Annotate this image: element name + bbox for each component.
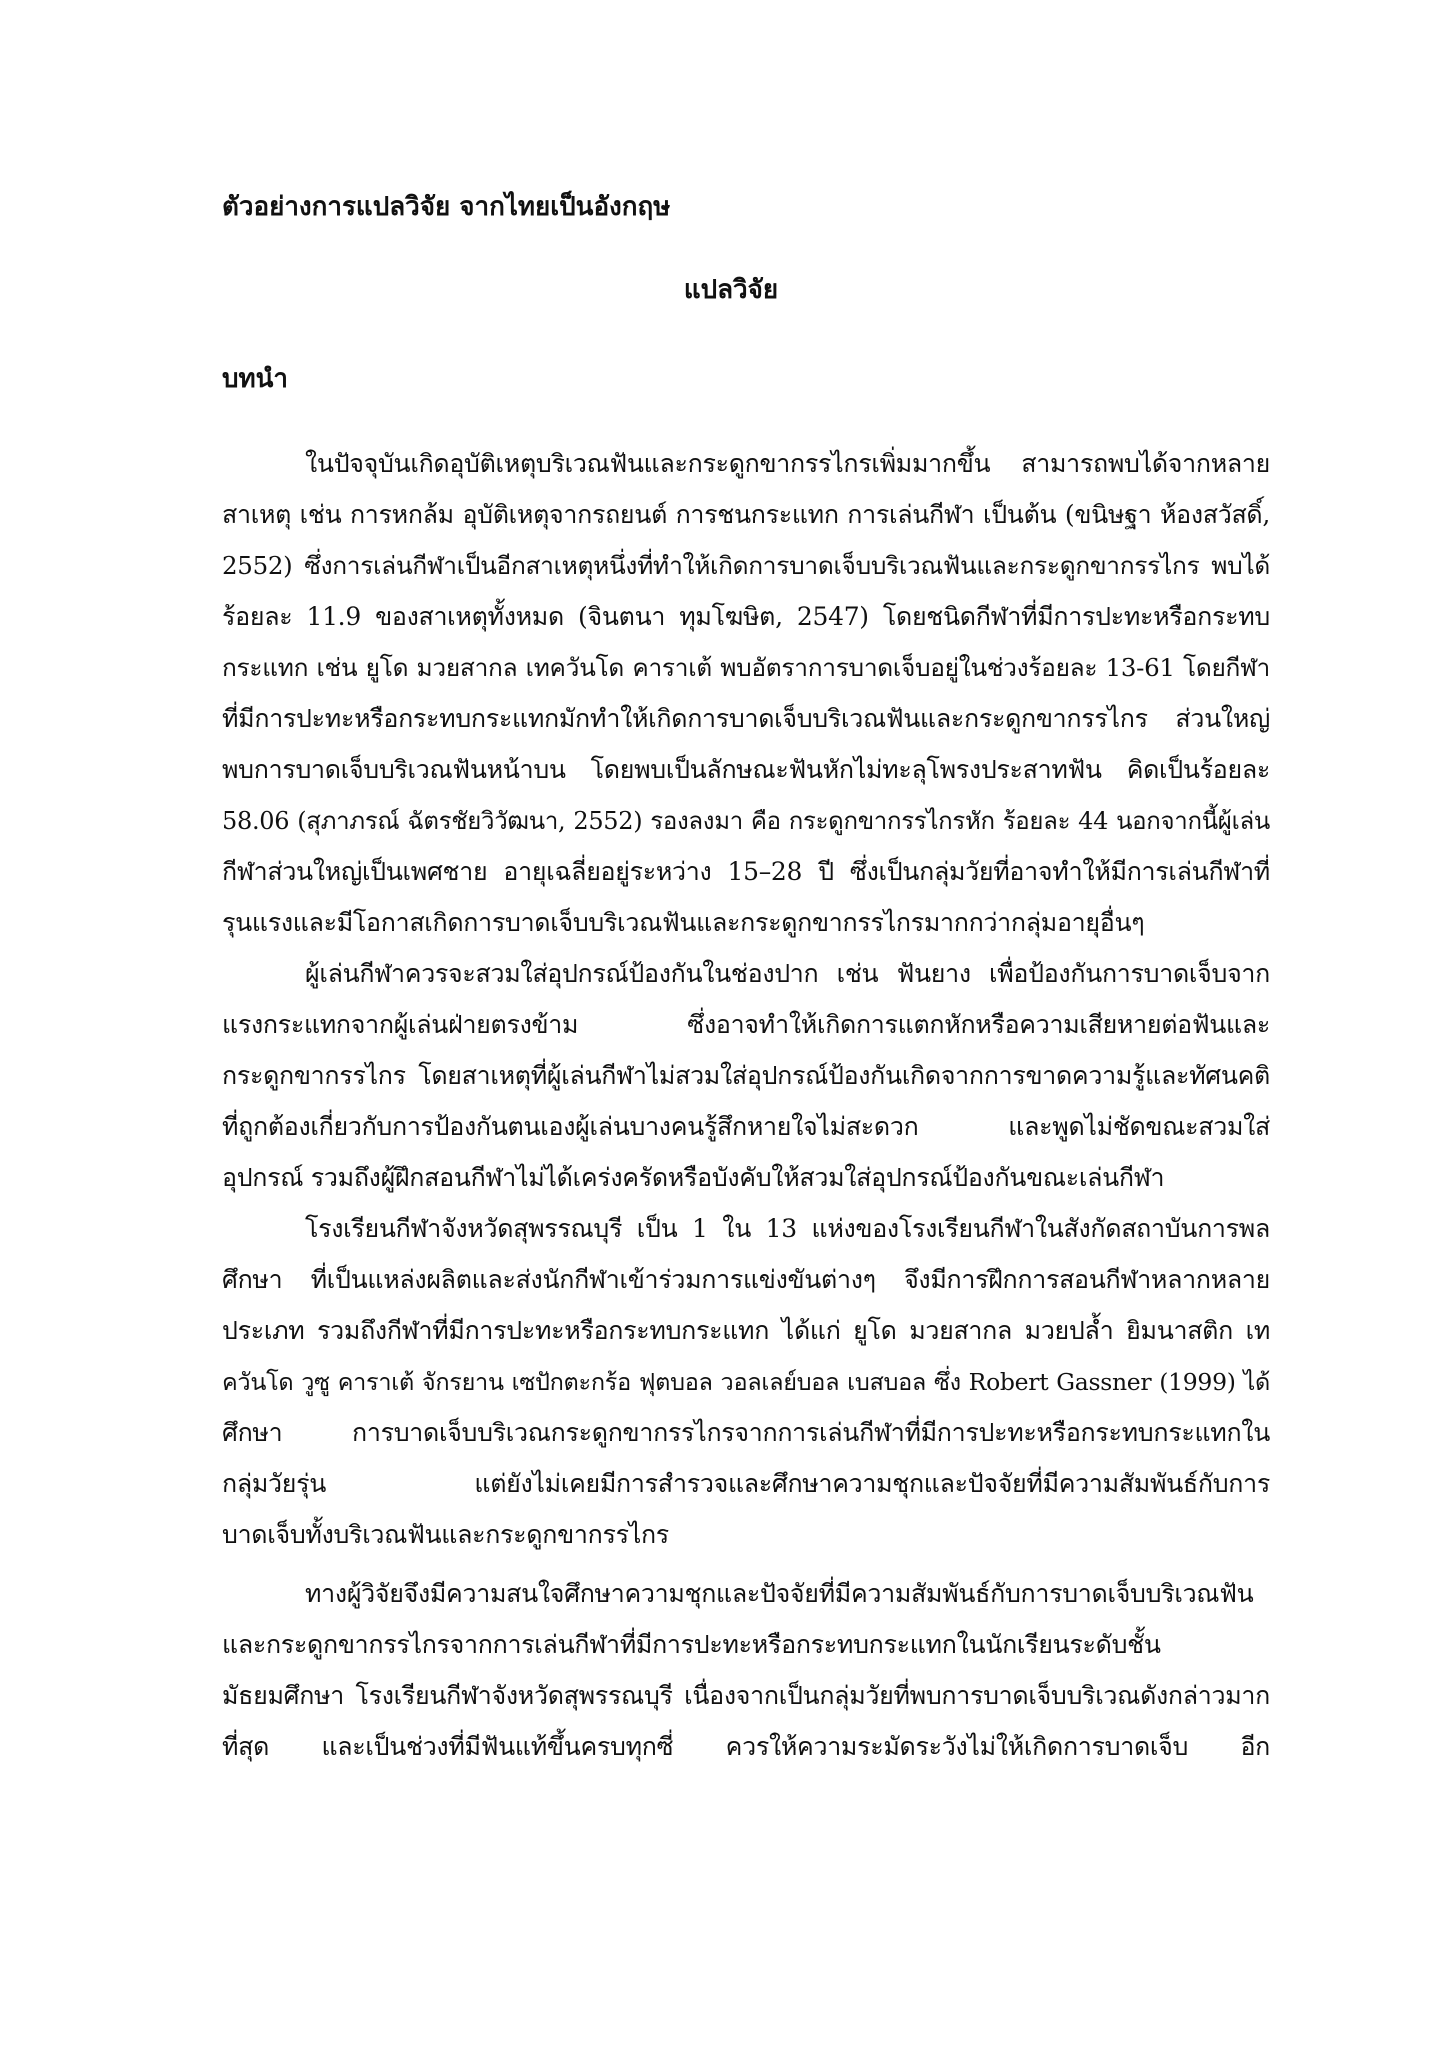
document-title: ตัวอย่างการแปลวิจัย จากไทยเป็นอังกฤษ bbox=[222, 192, 671, 222]
text-line: ในปัจจุบันเกิดอุบัติเหตุบริเวณฟันและกระดูกขากรรไกรเพิ่มมากขึ้น สามารถพบได้จากหลาย bbox=[305, 449, 1270, 478]
text-line: และกระดูกขากรรไกรจากการเล่นกีฬาที่มีการปะทะหรือกระทบกระแทกในนักเรียนระดับชั้น bbox=[222, 1630, 1161, 1659]
text-line: ศึกษา การบาดเจ็บบริเวณกระดูกขากรรไกรจากการเล่นกีฬาที่มีการปะทะหรือกระทบกระแทกใน bbox=[222, 1418, 1270, 1447]
text-line: พบการบาดเจ็บบริเวณฟันหน้าบน โดยพบเป็นลักษณะฟันหักไม่ทะลุโพรงประสาทฟัน คิดเป็นร้อยละ bbox=[222, 755, 1270, 784]
text-line: ทางผู้วิจัยจึงมีความสนใจศึกษาความชุกและปัจจัยที่มีความสัมพันธ์กับการบาดเจ็บบริเวณฟัน bbox=[305, 1579, 1254, 1608]
text-line: ประเภท รวมถึงกีฬาที่มีการปะทะหรือกระทบกระแทก ได้แก่ ยูโด มวยสากล มวยปล้ำ ยิมนาสติก เท bbox=[222, 1316, 1270, 1345]
text-line: 58.06 (สุภาภรณ์ ฉัตรชัยวิวัฒนา, 2552) รองลงมา คือ กระดูกขากรรไกรหัก ร้อยละ 44 นอกจากนี้ผู้เล่น bbox=[222, 807, 1270, 835]
text-line: ที่ถูกต้องเกี่ยวกับการป้องกันตนเองผู้เล่นบางคนรู้สึกหายใจไม่สะดวก และพูดไม่ชัดขณะสวมใส่ bbox=[222, 1112, 1270, 1141]
text-line: รุนแรงและมีโอกาสเกิดการบาดเจ็บบริเวณฟันและกระดูกขากรรไกรมากกว่ากลุ่มอายุอื่นๆ bbox=[222, 908, 1145, 937]
text-line: ศึกษา ที่เป็นแหล่งผลิตและส่งนักกีฬาเข้าร่วมการแข่งขันต่างๆ จึงมีการฝึกการสอนกีฬาหลากหลาย bbox=[222, 1265, 1270, 1294]
section-heading: บทนำ bbox=[222, 364, 289, 394]
text-line: อุปกรณ์ รวมถึงผู้ฝึกสอนกีฬาไม่ได้เคร่งครัดหรือบังคับให้สวมใส่อุปกรณ์ป้องกันขณะเล่นกีฬา bbox=[222, 1163, 1165, 1192]
text-line: แรงกระแทกจากผู้เล่นฝ่ายตรงข้าม ซึ่งอาจทำให้เกิดการแตกหักหรือความเสียหายต่อฟันและ bbox=[222, 1010, 1270, 1039]
text-line: โรงเรียนกีฬาจังหวัดสุพรรณบุรี เป็น 1 ใน 13 แห่งของโรงเรียนกีฬาในสังกัดสถาบันการพล bbox=[305, 1214, 1270, 1243]
text-line: ที่มีการปะทะหรือกระทบกระแทกมักทำให้เกิดการบาดเจ็บบริเวณฟันและกระดูกขากรรไกร ส่วนใหญ่ bbox=[222, 704, 1270, 733]
text-line: 2552) ซึ่งการเล่นกีฬาเป็นอีกสาเหตุหนึ่งที่ทำให้เกิดการบาดเจ็บบริเวณฟันและกระดูกขากรรไกร พบได้ bbox=[222, 551, 1270, 580]
text-line: กลุ่มวัยรุ่น แต่ยังไม่เคยมีการสำรวจและศึกษาความชุกและปัจจัยที่มีความสัมพันธ์กับการ bbox=[222, 1469, 1270, 1498]
text-line: ร้อยละ 11.9 ของสาเหตุทั้งหมด (จินตนา ทุมโฆษิต, 2547) โดยชนิดกีฬาที่มีการปะทะหรือกระทบ bbox=[222, 602, 1270, 631]
text-line: กระแทก เช่น ยูโด มวยสากล เทควันโด คาราเต้ พบอัตราการบาดเจ็บอยู่ในช่วงร้อยละ 13-61 โดยกีฬา bbox=[222, 653, 1270, 682]
document-subtitle: แปลวิจัย bbox=[683, 275, 779, 305]
text-line: กีฬาส่วนใหญ่เป็นเพศชาย อายุเฉลี่ยอยู่ระหว่าง 15–28 ปี ซึ่งเป็นกลุ่มวัยที่อาจทำให้มีการเล่นกีฬาที่ bbox=[222, 857, 1270, 886]
text-line: ควันโด วูซู คาราเต้ จักรยาน เซปักตะกร้อ ฟุตบอล วอลเลย์บอล เบสบอล ซึ่ง Robert Gassner (1999) ได้ bbox=[222, 1368, 1270, 1396]
text-line: ผู้เล่นกีฬาควรจะสวมใส่อุปกรณ์ป้องกันในช่องปาก เช่น ฟันยาง เพื่อป้องกันการบาดเจ็บจาก bbox=[305, 959, 1270, 988]
text-line: สาเหตุ เช่น การหกล้ม อุบัติเหตุจากรถยนต์ การชนกระแทก การเล่นกีฬา เป็นต้น (ขนิษฐา ห้องสวัสดิ์, bbox=[222, 500, 1270, 529]
text-line: ที่สุด และเป็นช่วงที่มีฟันแท้ขึ้นครบทุกซี่ ควรให้ความระมัดระวังไม่ให้เกิดการบาดเจ็บ อีก bbox=[222, 1732, 1270, 1761]
text-line: บาดเจ็บทั้งบริเวณฟันและกระดูกขากรรไกร bbox=[222, 1520, 669, 1549]
text-line: กระดูกขากรรไกร โดยสาเหตุที่ผู้เล่นกีฬาไม่สวมใส่อุปกรณ์ป้องกันเกิดจากการขาดความรู้และทัศนคติ bbox=[222, 1061, 1270, 1090]
text-line: มัธยมศึกษา โรงเรียนกีฬาจังหวัดสุพรรณบุรี เนื่องจากเป็นกลุ่มวัยที่พบการบาดเจ็บบริเวณดังกล่าวมาก bbox=[222, 1681, 1270, 1710]
